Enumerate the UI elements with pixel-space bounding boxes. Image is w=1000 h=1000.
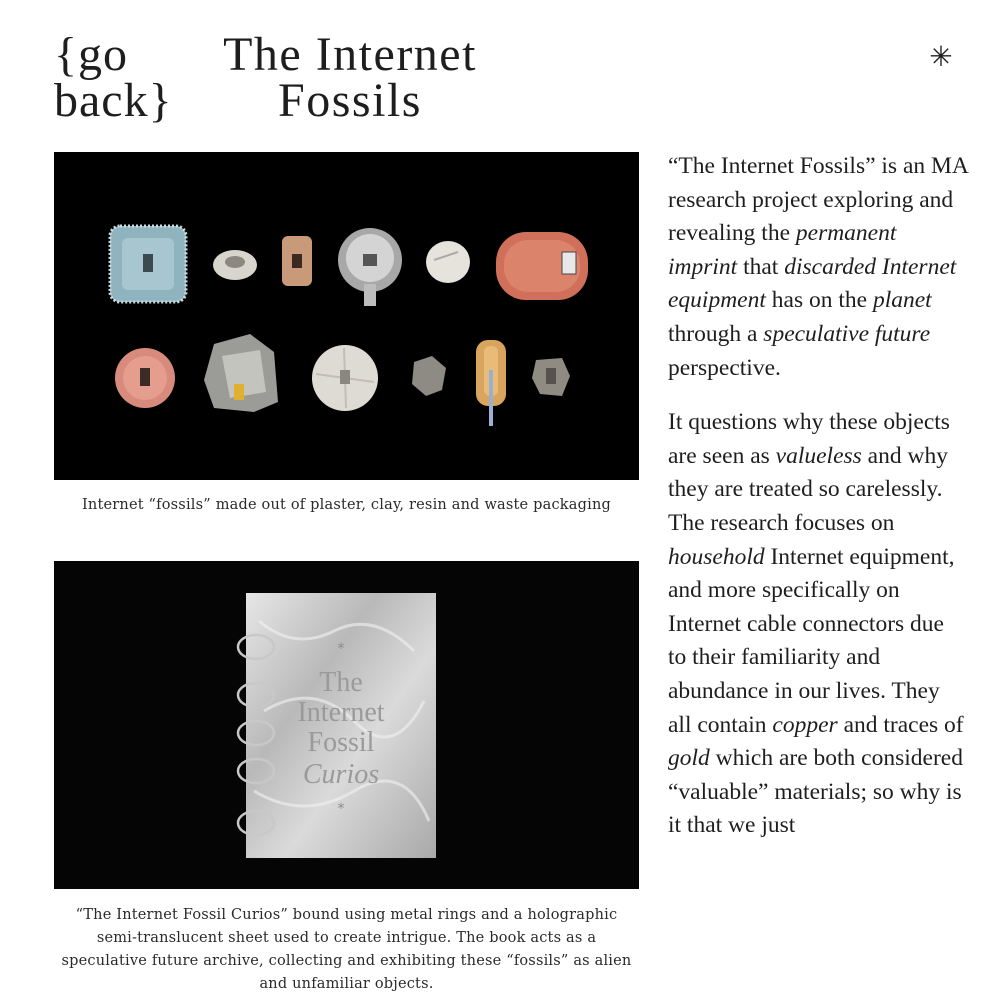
body-text-run: “The Internet Fossils” is an MA research project exploring and revealing the (668, 153, 968, 247)
svg-text:Fossil: Fossil (307, 727, 375, 758)
body-text-run: has on the (765, 287, 873, 314)
emphasis-text: planet (872, 287, 932, 314)
fossil-white-round (426, 241, 470, 283)
body-text-run: and why they are treated so carelessly. The research focuses on (668, 442, 948, 536)
article-paragraph-2 (668, 406, 968, 843)
body-text-run: that (737, 253, 785, 280)
asterisk-icon[interactable]: ✳ (929, 40, 953, 73)
svg-text:*: * (337, 641, 345, 657)
article-body (668, 150, 968, 864)
emphasis-text: gold (668, 745, 710, 772)
emphasis-text: discarded Internet equipment (668, 253, 957, 314)
svg-text:Internet: Internet (297, 697, 385, 728)
book-photo (54, 561, 639, 889)
emphasis-text: valueless (775, 442, 862, 469)
body-text-run: Internet equipment, and more specifically on Internet cable connectors due to their familiarity and abundance in our lives. They all contain (668, 543, 955, 738)
article-paragraph-1 (668, 150, 968, 385)
svg-text:The: The (319, 667, 363, 698)
emphasis-text: household (668, 543, 765, 570)
fossil-white-plaster (312, 345, 378, 411)
fossil-pink-round (115, 348, 175, 408)
fossil-brown-plug (282, 236, 312, 286)
body-text-run: perspective. (668, 354, 781, 381)
go-back-link[interactable]: {go back} (54, 28, 173, 127)
body-text-run: which are both considered “valuable” materials; so why is it that we just (668, 745, 963, 839)
fossil-blue-square (110, 226, 186, 302)
body-text-run: through a (668, 320, 764, 347)
curios-book (238, 593, 436, 858)
emphasis-text: copper (772, 711, 838, 738)
body-text-run: It questions why these objects are seen as (668, 409, 950, 469)
emphasis-text: speculative future (763, 320, 931, 347)
body-text-run: and traces of (837, 711, 964, 738)
fossil-terracotta-large (496, 232, 588, 300)
fossil-white-oval (213, 250, 257, 280)
figure-caption: Internet “fossils” made out of plaster, clay, resin and waste packaging (82, 497, 611, 513)
fossils-photo (54, 152, 639, 480)
page-title: The Internet Fossils (223, 28, 477, 127)
emphasis-text: permanent imprint (668, 220, 897, 280)
svg-text:Curios: Curios (302, 759, 380, 790)
svg-text:*: * (337, 801, 345, 817)
figure-caption: “The Internet Fossil Curios” bound using metal rings and a holographic semi-translucent sheet used to create intrigue. The book acts as a speculative future archive, collecting and exhibiting these “fossils” as alien and unfamiliar objects. (61, 907, 632, 992)
